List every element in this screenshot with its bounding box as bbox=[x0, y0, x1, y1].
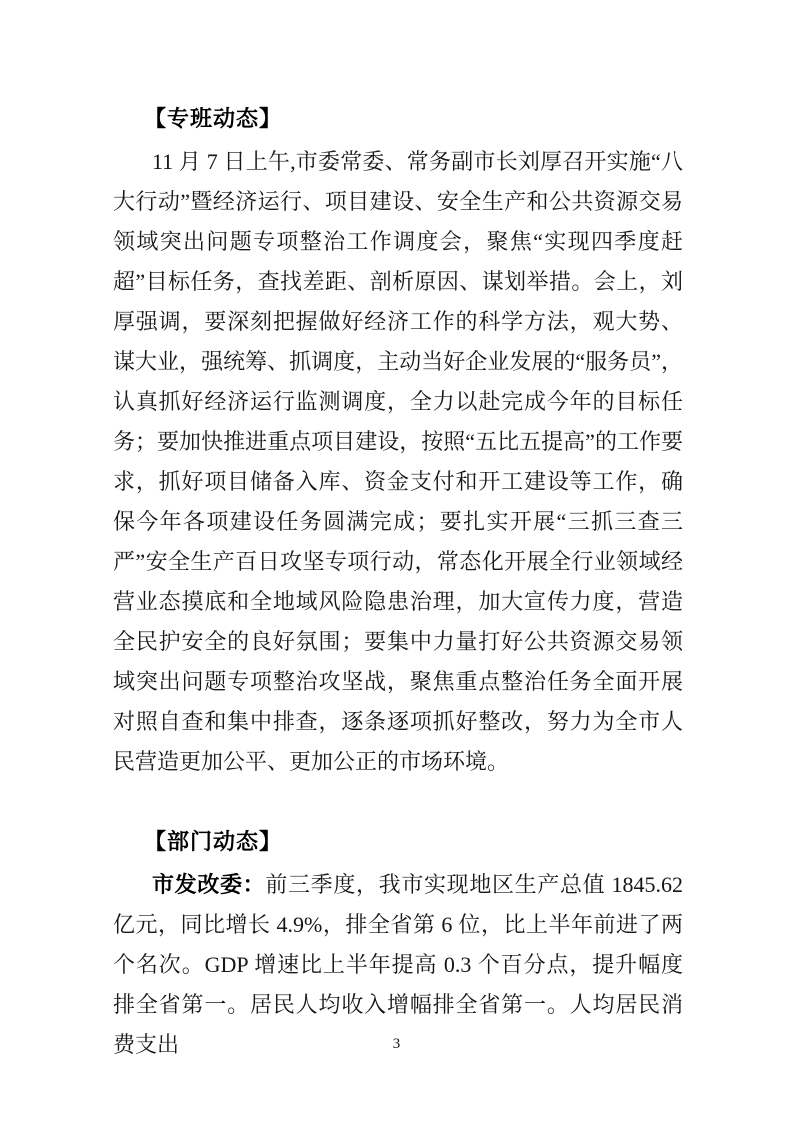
zhuanban-paragraph: 11 月 7 日上午,市委常委、常务副市长刘厚召开实施“八大行动”暨经济运行、项目建设、安全生产和公共资源交易领域突出问题专项整治工作调度会，聚焦“实现四季度赶超”目标任务，查找差距、剖析原因、谋划举措。会上，刘厚强调，要深刻把握做好经济工作的科学方法，观大势、谋大业，强统筹、抓调度，主动当好企业发展的“服务员”，认真抓好经济运行监测调度，全力以赴完成今年的目标任务；要加快推进重点项目建设，按照“五比五提高”的工作要求，抓好项目储备入库、资金支付和开工建设等工作，确保今年各项建设任务圆满完成；要扎实开展“三抓三查三严”安全生产百日攻坚专项行动，常态化开展全行业领域经营业态摸底和全地域风险隐患治理，加大宣传力度，营造全民护安全的良好氛围；要集中力量打好公共资源交易领域突出问题专项整治攻坚战，聚焦重点整治任务全面开展对照自查和集中排查，逐条逐项抓好整改，努力为全市人民营造更加公平、更加公正的市场环境。 bbox=[113, 149, 683, 774]
bumen-paragraph bbox=[113, 865, 683, 1065]
page-number: 3 bbox=[392, 1036, 401, 1052]
department-label: 市发改委： bbox=[152, 872, 266, 897]
department-text: 前三季度，我市实现地区生产总值 1845.62 亿元，同比增长 4.9%，排全省第 6 位，比上半年前进了两个名次。GDP 增速比上半年提高 0.3 个百分点，提升幅度排全省第一。居民人均收入增幅排全省第一。人均居民消费支出 bbox=[113, 872, 683, 1057]
section-heading-zhuanban-dongtai: 【专班动态】 bbox=[144, 106, 283, 131]
section-heading-bumen-dongtai: 【部门动态】 bbox=[144, 829, 283, 854]
